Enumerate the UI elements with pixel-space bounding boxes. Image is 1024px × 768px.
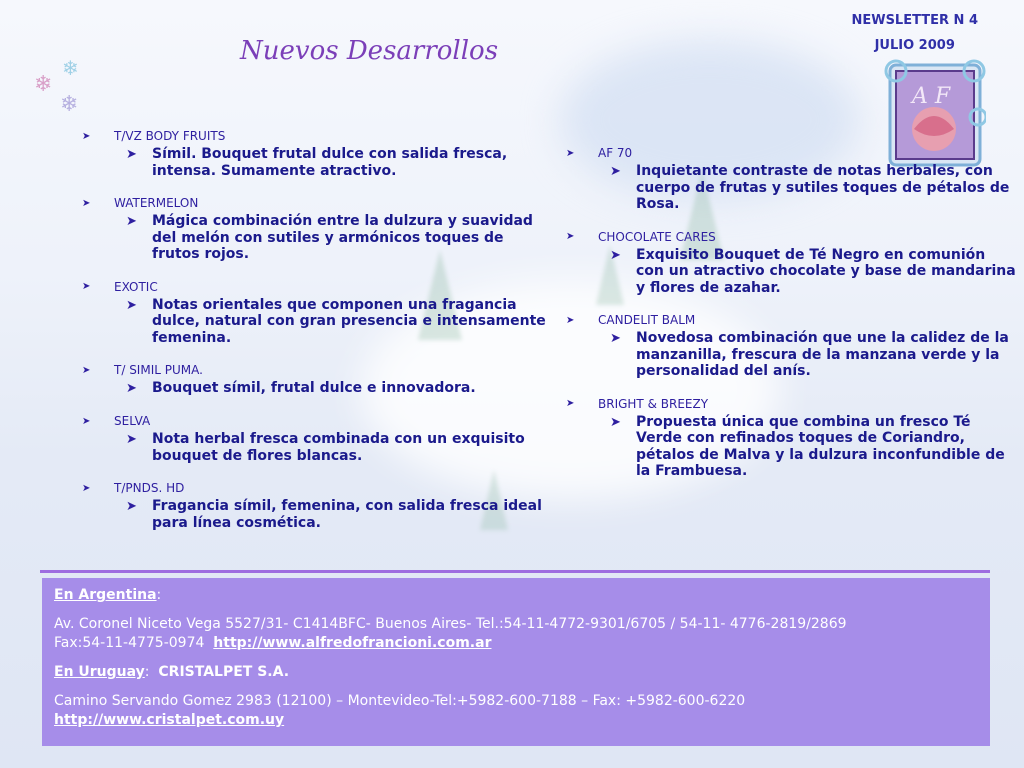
- product-name: T/ SIMIL PUMA.: [114, 363, 203, 377]
- product-heading: [78, 363, 548, 377]
- logo-letters: A F: [912, 84, 951, 109]
- product-description: Mágica combinación entre la dulzura y suavidad del melón con sutiles y armónicos toques de frutos rojos.: [152, 213, 533, 262]
- arrow-bullet-icon: ➤: [82, 364, 91, 376]
- arrow-bullet-icon: ➤: [82, 281, 91, 292]
- product-description: Exquisito Bouquet de Té Negro en comunión con un atractivo chocolate y base de mandarina y flores de azahar.: [636, 246, 1016, 296]
- newsletter-header: [851, 8, 978, 58]
- argentina-address: Av. Coronel Niceto Vega 5527/31- C1414BFC- Buenos Aires- Tel.:54-11-4772-9301/6705 / 54-11- 4776-2819/2869: [54, 616, 847, 632]
- snowflake-icon: ❄: [34, 72, 53, 97]
- arrow-bullet-icon: ➤: [566, 314, 575, 326]
- argentina-website-link[interactable]: http://www.alfredofrancioni.com.ar: [213, 635, 492, 651]
- argentina-fax: Fax:54-11-4775-0974: [54, 635, 205, 651]
- product-description: Símil. Bouquet frutal dulce con salida fresca, intensa. Sumamente atractivo.: [152, 146, 508, 179]
- product-heading: [78, 196, 548, 210]
- argentina-label: En Argentina: [54, 587, 157, 603]
- product-item: [562, 146, 1017, 213]
- product-name: CANDELIT BALM: [598, 313, 696, 327]
- product-heading: [562, 313, 1017, 327]
- arrow-bullet-icon: ➤: [566, 147, 575, 159]
- product-heading: [562, 397, 1017, 411]
- product-detail: [126, 213, 548, 263]
- arrow-bullet-icon: ➤: [82, 197, 91, 209]
- arrow-bullet-icon: ➤: [126, 499, 137, 514]
- arrow-bullet-icon: ➤: [126, 432, 137, 447]
- product-detail: [126, 297, 548, 347]
- product-detail: [126, 146, 548, 179]
- product-name: EXOTIC: [114, 279, 158, 294]
- product-detail: [126, 431, 548, 464]
- product-item: [78, 481, 548, 531]
- product-item: [78, 414, 548, 464]
- product-heading: [562, 230, 1017, 244]
- product-heading: [78, 414, 548, 428]
- product-item: [78, 129, 548, 179]
- product-name: WATERMELON: [114, 196, 199, 210]
- product-name: CHOCOLATE CARES: [598, 229, 716, 244]
- product-item: [78, 196, 548, 263]
- snowflake-icon: ❄: [60, 92, 79, 117]
- product-description: Bouquet símil, frutal dulce e innovadora.: [152, 380, 476, 396]
- snowflake-icon: ❄: [62, 56, 79, 80]
- uruguay-company: CRISTALPET S.A.: [158, 664, 290, 680]
- uruguay-website-link[interactable]: http://www.cristalpet.com.uy: [54, 712, 285, 728]
- product-item: [78, 363, 548, 397]
- product-name: T/PNDS. HD: [114, 481, 185, 495]
- product-heading: [78, 481, 548, 495]
- product-description: Inquietante contraste de notas herbales, con cuerpo de frutas y sutiles toques de pétalos de Rosa.: [636, 163, 1010, 212]
- product-detail: [610, 330, 1017, 380]
- arrow-bullet-icon: ➤: [610, 331, 621, 346]
- newsletter-number: NEWSLETTER N 4: [851, 13, 978, 28]
- arrow-bullet-icon: ➤: [566, 398, 575, 409]
- product-heading: [78, 280, 548, 294]
- product-detail: [610, 163, 1017, 213]
- product-description: Novedosa combinación que une la calidez de la manzanilla, frescura de la manzana verde y la personalidad del anís.: [636, 330, 1009, 379]
- product-name: SELVA: [114, 414, 151, 428]
- product-detail: [610, 414, 1017, 480]
- newsletter-date: JULIO 2009: [874, 38, 955, 53]
- arrow-bullet-icon: ➤: [126, 381, 137, 396]
- footer-divider: [40, 570, 990, 573]
- contact-footer: En Argentina: Av. Coronel Niceto Vega 5527/31- C1414BFC- Buenos Aires- Tel.:54-11-4772-9301/6705 / 54-11- 4776-2819/2869 Fax:54-11-4775-0974 http://www.alfredofrancioni.com.ar En Uruguay: CRISTALPET S.A. Camino Servando Gomez 2983 (12100) – Montevideo-Tel:+5982-600-7188 – Fax: +5982-600-6220 http://www.cristalpet.com.uy: [42, 578, 990, 746]
- product-description: Notas orientales que componen una fragancia dulce, natural con gran presencia e intensamente femenina.: [152, 296, 546, 346]
- arrow-bullet-icon: ➤: [126, 297, 137, 313]
- product-detail: [610, 247, 1017, 297]
- product-description: Nota herbal fresca combinada con un exquisito bouquet de flores blancas.: [152, 431, 525, 464]
- product-item: [562, 230, 1017, 297]
- product-item: [78, 280, 548, 347]
- product-name: T/VZ BODY FRUITS: [114, 129, 226, 143]
- product-name: AF 70: [598, 146, 633, 160]
- left-column: [78, 129, 548, 548]
- product-detail: [126, 380, 548, 397]
- arrow-bullet-icon: ➤: [610, 247, 621, 263]
- page-title: Nuevos Desarrollos: [240, 36, 499, 66]
- product-description: Fragancia símil, femenina, con salida fresca ideal para línea cosmética.: [152, 498, 542, 531]
- product-item: [562, 313, 1017, 380]
- arrow-bullet-icon: ➤: [126, 147, 137, 162]
- right-column: [562, 146, 1017, 497]
- arrow-bullet-icon: ➤: [82, 482, 91, 494]
- product-name: BRIGHT & BREEZY: [598, 396, 709, 411]
- arrow-bullet-icon: ➤: [126, 214, 137, 229]
- arrow-bullet-icon: ➤: [610, 414, 621, 430]
- product-description: Propuesta única que combina un fresco Té Verde con refinados toques de Coriandro, pétalos de Malva y la dulzura inconfundible de la Frambuesa.: [636, 413, 1005, 479]
- arrow-bullet-icon: ➤: [610, 164, 621, 179]
- arrow-bullet-icon: ➤: [82, 415, 91, 427]
- product-item: [562, 397, 1017, 480]
- product-heading: [78, 129, 548, 143]
- product-heading: [562, 146, 1017, 160]
- arrow-bullet-icon: ➤: [566, 231, 575, 242]
- uruguay-address: Camino Servando Gomez 2983 (12100) – Montevideo-Tel:+5982-600-7188 – Fax: +5982-600-6220: [54, 693, 746, 709]
- uruguay-label: En Uruguay: [54, 664, 145, 680]
- arrow-bullet-icon: ➤: [82, 130, 91, 142]
- product-detail: [126, 498, 548, 531]
